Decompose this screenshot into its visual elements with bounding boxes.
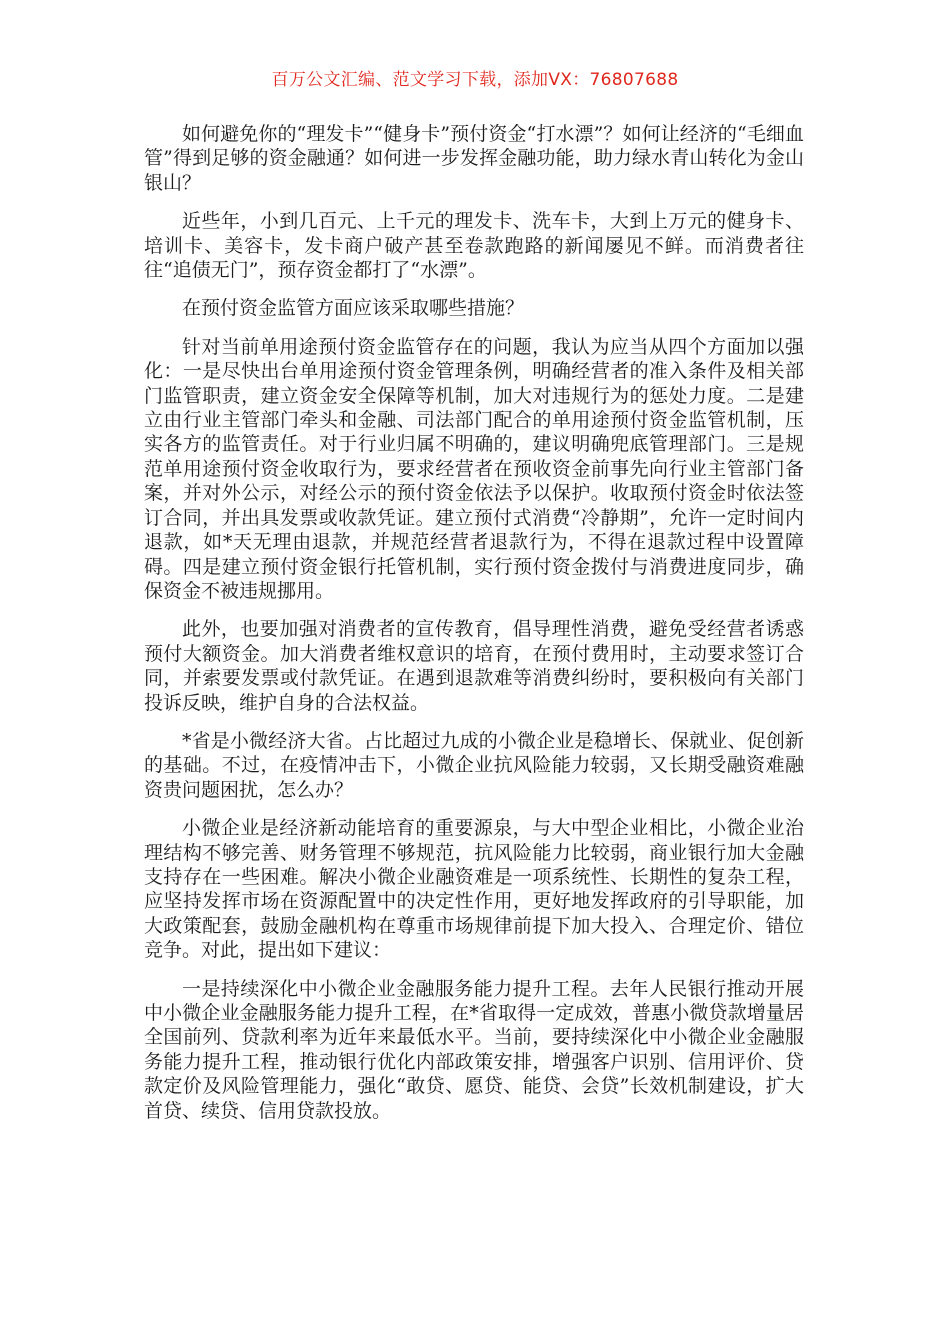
paragraph: *省是小微经济大省。占比超过九成的小微企业是稳增长、保就业、促创新的基础。不过，在疫情冲击下，小微企业抗风险能力较弱，又长期受融资难融资贵问题困扰，怎么办？ (144, 729, 804, 801)
paragraph: 如何避免你的“理发卡”“健身卡”预付资金“打水漂”？如何让经济的“毛细血管”得到足够的资金融通？如何进一步发挥金融功能，助力绿水青山转化为金山银山？ (144, 123, 804, 194)
paragraph: 针对当前单用途预付资金监管存在的问题，我认为应当从四个方面加以强化：一是尽快出台单用途预付资金管理条例，明确经营者的准入条件及相关部门监管职责，建立资金安全保障等机制，加大对违规行为的惩处力度。二是建立由行业主管部门牵头和金融、司法部门配合的单用途预付资金监管机制，压实各方的监管责任。对于行业归属不明确的，建议明确兜底管理部门。三是规范单用途预付资金收取行为，要求经营者在预收资金前事先向行业主管部门备案，并对外公示，对经公示的预付资金依法予以保护。收取预付资金时依法签订合同，并出具发票或收款凭证。建立预付式消费“冷静期”，允许一定时间内退款，如*天无理由退款，并规范经营者退款行为，不得在退款过程中设置障碍。四是建立预付资金银行托管机制，实行预付资金拨付与消费进度同步，确保资金不被违规挪用。 (144, 335, 804, 602)
paragraph: 此外，也要加强对消费者的宣传教育，倡导理性消费，避免受经营者诱惑预付大额资金。加大消费者维权意识的培育，在预付费用时，主动要求签订合同，并索要发票或付款凭证。在遇到退款难等消费纠纷时，要积极向有关部门投诉反映，维护自身的合法权益。 (144, 618, 804, 714)
paragraph: 在预付资金监管方面应该采取哪些措施？ (182, 297, 525, 320)
paragraph: 小微企业是经济新动能培育的重要源泉，与大中型企业相比，小微企业治理结构不够完善、财务管理不够规范，抗风险能力比较弱，商业银行加大金融支持存在一些困难。解决小微企业融资难是一项系统性、长期性的复杂工程，应坚持发挥市场在资源配置中的决定性作用，更好地发挥政府的引导职能，加大政策配套，鼓励金融机构在尊重市场规律前提下加大投入、合理定价、错位竞争。对此，提出如下建议： (144, 817, 804, 962)
paragraph: 近些年，小到几百元、上千元的理发卡、洗车卡，大到上万元的健身卡、培训卡、美容卡，发卡商户破产甚至卷款跑路的新闻屡见不鲜。而消费者往往“追债无门”，预存资金都打了“水漂”。 (144, 210, 804, 282)
paragraph: 一是持续深化中小微企业金融服务能力提升工程。去年人民银行推动开展中小微企业金融服务能力提升工程，在*省取得一定成效，普惠小微贷款增量居全国前列、贷款利率为近年来最低水平。当前，要持续深化中小微企业金融服务能力提升工程，推动银行优化内部政策安排，增强客户识别、信用评价、贷款定价及风险管理能力，强化“敢贷、愿贷、能贷、会贷”长效机制建设，扩大首贷、续贷、信用贷款投放。 (144, 977, 804, 1122)
article-body (144, 122, 804, 1137)
header-banner: 百万公文汇编、范文学习下载，添加VX：76807688 (271, 70, 679, 90)
